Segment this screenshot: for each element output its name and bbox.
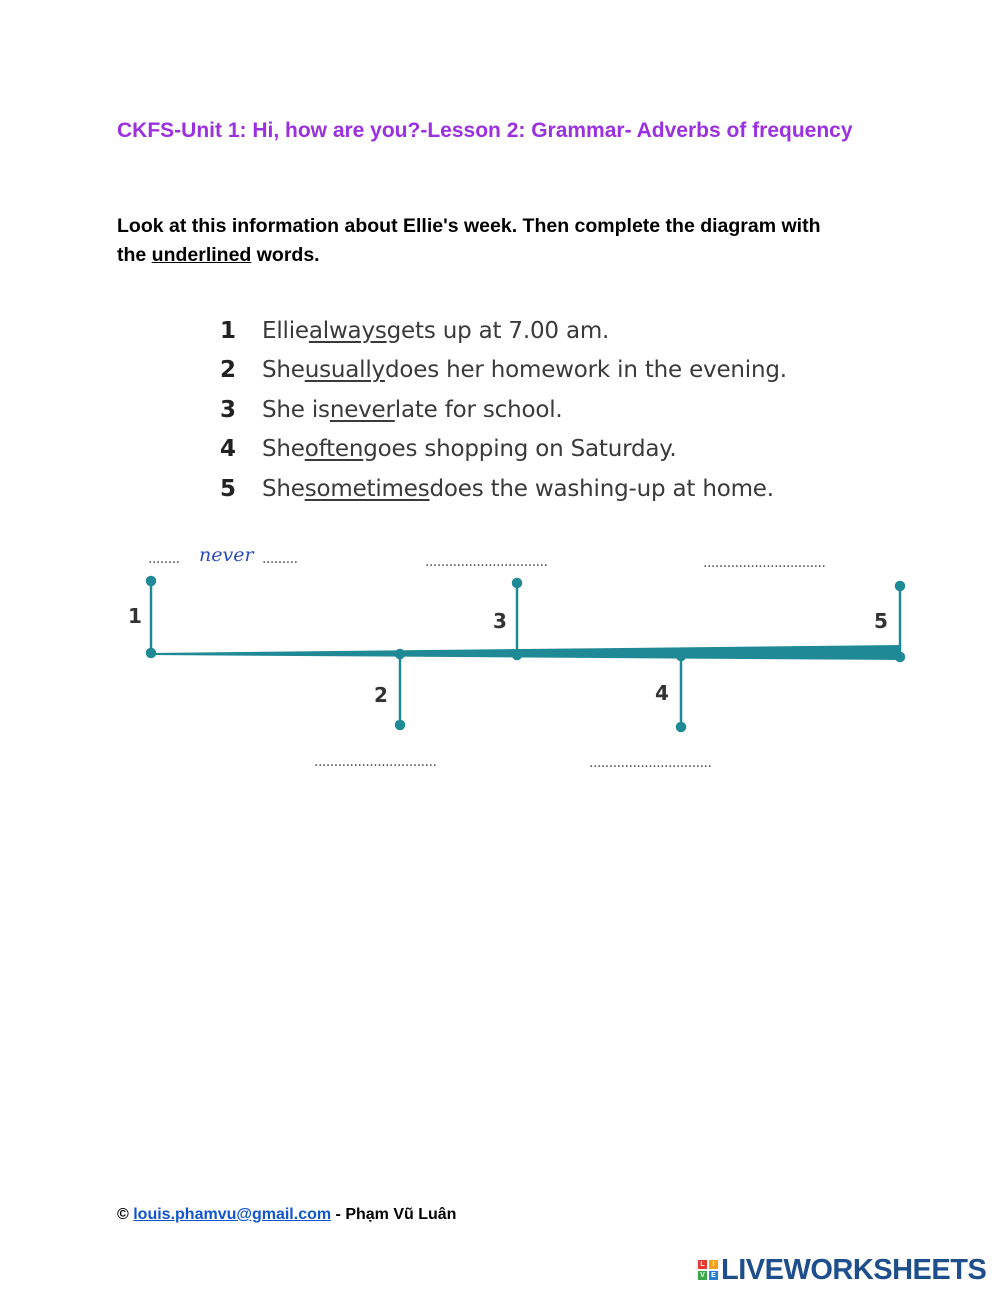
answer-slot-4[interactable]: ............................... xyxy=(589,755,712,771)
adverb-usually: usually xyxy=(304,357,385,384)
answer-never: never xyxy=(199,544,254,566)
marker-label-1: 1 xyxy=(128,604,142,628)
marker-4-dot-base xyxy=(677,652,685,660)
svg-text:.........: ......... xyxy=(262,551,298,567)
footer-credit: © louis.phamvu@gmail.com - Phạm Vũ Luân xyxy=(117,1206,457,1223)
liveworksheets-logo xyxy=(698,1255,986,1285)
logo-mark: L I V E xyxy=(698,1260,718,1280)
marker-5-dot-base xyxy=(896,653,904,661)
marker-3-dot-top xyxy=(513,579,521,587)
svg-text:........: ........ xyxy=(148,551,180,567)
marker-label-4: 4 xyxy=(655,681,669,705)
marker-2-dot-end xyxy=(396,721,404,729)
marker-1-dot-top xyxy=(147,577,155,585)
adverb-sometimes: sometimes xyxy=(304,475,430,502)
frequency-line xyxy=(150,645,900,660)
author-email-link[interactable]: louis.phamvu@gmail.com xyxy=(133,1206,332,1223)
marker-label-3: 3 xyxy=(493,609,507,633)
answer-slot-1[interactable] xyxy=(148,544,298,567)
marker-label-2: 2 xyxy=(374,683,388,707)
marker-4-dot-end xyxy=(677,723,685,731)
answer-slot-5[interactable]: ............................... xyxy=(703,555,826,571)
marker-label-5: 5 xyxy=(874,609,888,633)
adverb-never: never xyxy=(329,396,395,423)
marker-2-dot-base xyxy=(396,650,404,658)
sentence-item: 3 She is never late for school. xyxy=(220,396,563,423)
marker-5-dot-top xyxy=(896,582,904,590)
answer-slot-2[interactable]: ............................... xyxy=(314,754,437,770)
sentence-item: 1 Ellie always gets up at 7.00 am. xyxy=(220,317,610,344)
answer-slot-3[interactable]: ............................... xyxy=(425,554,548,570)
sentence-item: 4 She often goes shopping on Saturday. xyxy=(220,436,677,463)
underlined-word: underlined xyxy=(151,244,252,266)
logo-text: LIVEWORKSHEETS xyxy=(721,1253,987,1286)
sentence-item: 2 She usually does her homework in the evening. xyxy=(220,357,787,384)
adverb-always: always xyxy=(308,317,387,344)
sentence-item: 5 She sometimes does the washing-up at home. xyxy=(220,475,774,502)
adverb-often: often xyxy=(304,436,364,463)
instructions: Look at this information about Ellie's week. Then complete the diagram with the underlined words. xyxy=(117,215,821,266)
marker-1-dot-base xyxy=(147,649,155,657)
marker-3-dot-base xyxy=(513,651,521,659)
worksheet-title: CKFS-Unit 1: Hi, how are you?-Lesson 2: Grammar- Adverbs of frequency xyxy=(117,119,853,142)
